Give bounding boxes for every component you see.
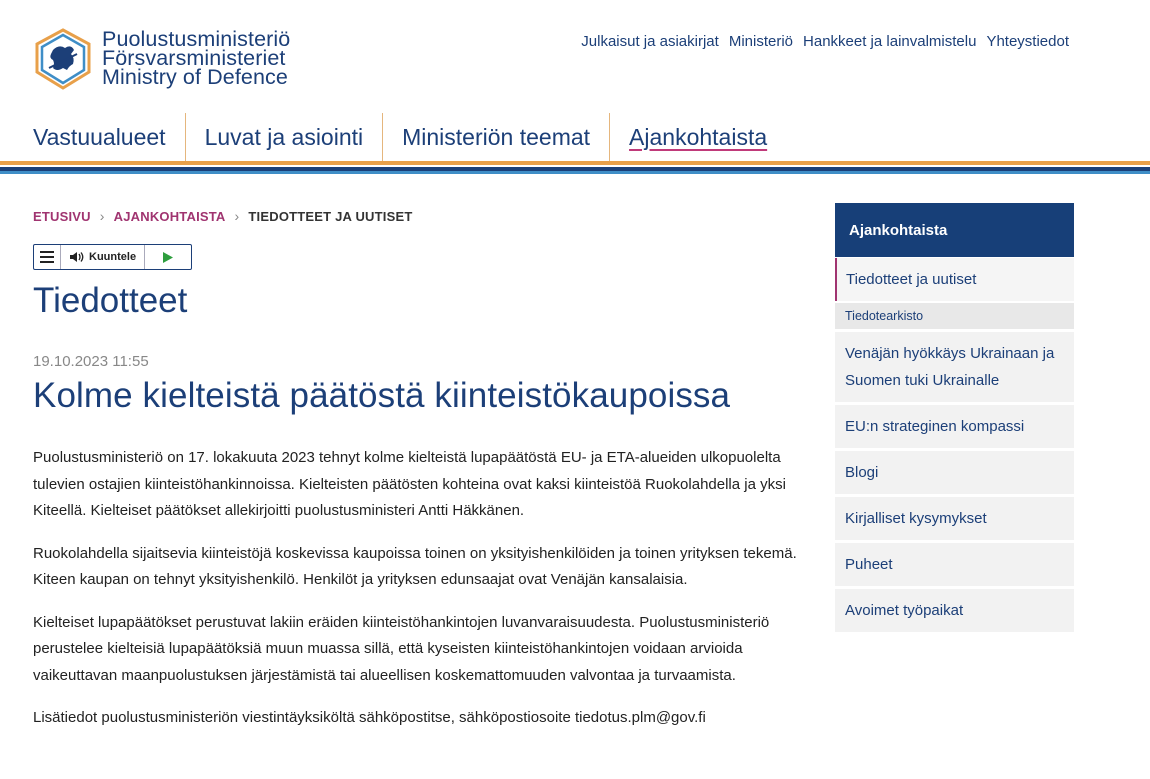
article-body bbox=[33, 445, 808, 748]
breadcrumb-current: TIEDOTTEET JA UUTISET bbox=[248, 208, 413, 224]
stripe-blue bbox=[0, 171, 1150, 174]
article-paragraph: Kielteiset lupapäätökset perustuvat lakiin eräiden kiinteistöhankintojen luvanvaraisuudesta. Puolustusministeriö perustelee kielteisiä lupapäätöksiä muun muassa sillä, että kyseisten kiinteistöhankintojen voidaan arvioida vaikeuttavan maanpuolustuksen järjestämistä tai alueellisen koskemattomuuden valvontaa ja turvaamista. bbox=[33, 613, 770, 684]
breadcrumb bbox=[33, 208, 412, 224]
breadcrumb-etusivu[interactable]: ETUSIVU bbox=[33, 208, 91, 224]
speaker-icon bbox=[69, 251, 85, 263]
sidebar-item-kysymykset[interactable]: Kirjalliset kysymykset bbox=[835, 497, 1074, 540]
article-paragraph: Puolustusministeriö on 17. lokakuuta 2023 tehnyt kolme kielteistä lupapäätöstä EU- ja ETA-alueiden ulkopuolelta tulevien ostajien kiinteistöhankinnoissa. Kielteisten päätösten kohteina ovat kaksi kiinteistöä Ruokolahdella ja yksi Kiteellä. Kielteiset päätökset allekirjoitti puolustusministeri Antti Häkkänen. bbox=[33, 449, 786, 519]
sidebar-item-ukraina[interactable]: Venäjän hyökkäys Ukrainaan ja Suomen tuki Ukrainalle bbox=[835, 332, 1074, 402]
nav-ajankohtaista[interactable] bbox=[609, 113, 786, 161]
sidebar-item-kompassi[interactable]: EU:n strateginen kompassi bbox=[835, 405, 1074, 448]
nav-vastuualueet[interactable] bbox=[33, 113, 185, 161]
logo-line-sv: Försvarsministeriet bbox=[102, 46, 286, 70]
nav-label: Vastuualueet bbox=[33, 123, 166, 150]
listen-widget bbox=[33, 244, 192, 270]
sidebar-subitem-tiedotearkisto[interactable]: Tiedotearkisto bbox=[835, 303, 1074, 329]
article-date: 19.10.2023 11:55 bbox=[33, 353, 149, 370]
utility-nav bbox=[581, 33, 1069, 50]
main-nav bbox=[33, 113, 786, 161]
link-yhteystiedot[interactable]: Yhteystiedot bbox=[986, 33, 1069, 50]
play-icon bbox=[163, 252, 173, 263]
sidebar-item-tyopaikat[interactable]: Avoimet työpaikat bbox=[835, 589, 1074, 632]
sidebar-item-blogi[interactable]: Blogi bbox=[835, 451, 1074, 494]
listen-button[interactable] bbox=[61, 245, 145, 269]
article-paragraph: Lisätiedot puolustusministeriön viestintäyksiköltä sähköpostitse, sähköpostiosoite tiedotus.plm@gov.fi bbox=[33, 709, 706, 726]
coat-of-arms-icon bbox=[33, 28, 93, 90]
logo-line-fi: Puolustusministeriö bbox=[102, 27, 291, 51]
nav-luvat[interactable] bbox=[185, 113, 383, 161]
ministry-logo[interactable] bbox=[33, 28, 290, 90]
chevron-right-icon: › bbox=[234, 208, 240, 224]
article-title: Kolme kielteistä päätöstä kiinteistökaupoissa bbox=[33, 376, 731, 415]
chevron-right-icon: › bbox=[99, 208, 105, 224]
nav-label: Ministeriön teemat bbox=[402, 123, 591, 150]
link-julkaisut[interactable]: Julkaisut ja asiakirjat bbox=[581, 33, 719, 50]
header-stripes bbox=[0, 161, 1150, 174]
logo-line-en: Ministry of Defence bbox=[102, 65, 288, 89]
link-hankkeet[interactable]: Hankkeet ja lainvalmistelu bbox=[803, 33, 977, 50]
page-title: Tiedotteet bbox=[33, 281, 188, 320]
article-paragraph: Ruokolahdella sijaitsevia kiinteistöjä koskevissa kaupoissa toinen on yksityishenkilöiden ja toinen yrityksen tekemä. Kiteen kaupan on tehnyt yksityishenkilö. Henkilöt ja yrityksen edunsaajat ovat Venäjän kansalaisia. bbox=[33, 544, 797, 588]
listen-label: Kuuntele bbox=[89, 251, 137, 263]
section-sidebar bbox=[835, 203, 1074, 632]
play-button[interactable] bbox=[145, 245, 191, 269]
nav-label: Ajankohtaista bbox=[629, 123, 768, 150]
sidebar-item-puheet[interactable]: Puheet bbox=[835, 543, 1074, 586]
listen-menu-button[interactable] bbox=[34, 245, 61, 269]
sidebar-title[interactable]: Ajankohtaista bbox=[835, 203, 1074, 257]
nav-teemat[interactable] bbox=[382, 113, 609, 161]
hamburger-icon bbox=[40, 251, 54, 263]
link-ministerio[interactable]: Ministeriö bbox=[728, 33, 794, 50]
nav-label: Luvat ja asiointi bbox=[204, 123, 364, 150]
sidebar-item-tiedotteet[interactable]: Tiedotteet ja uutiset bbox=[835, 258, 1074, 301]
breadcrumb-ajankohtaista[interactable]: AJANKOHTAISTA bbox=[113, 208, 226, 224]
